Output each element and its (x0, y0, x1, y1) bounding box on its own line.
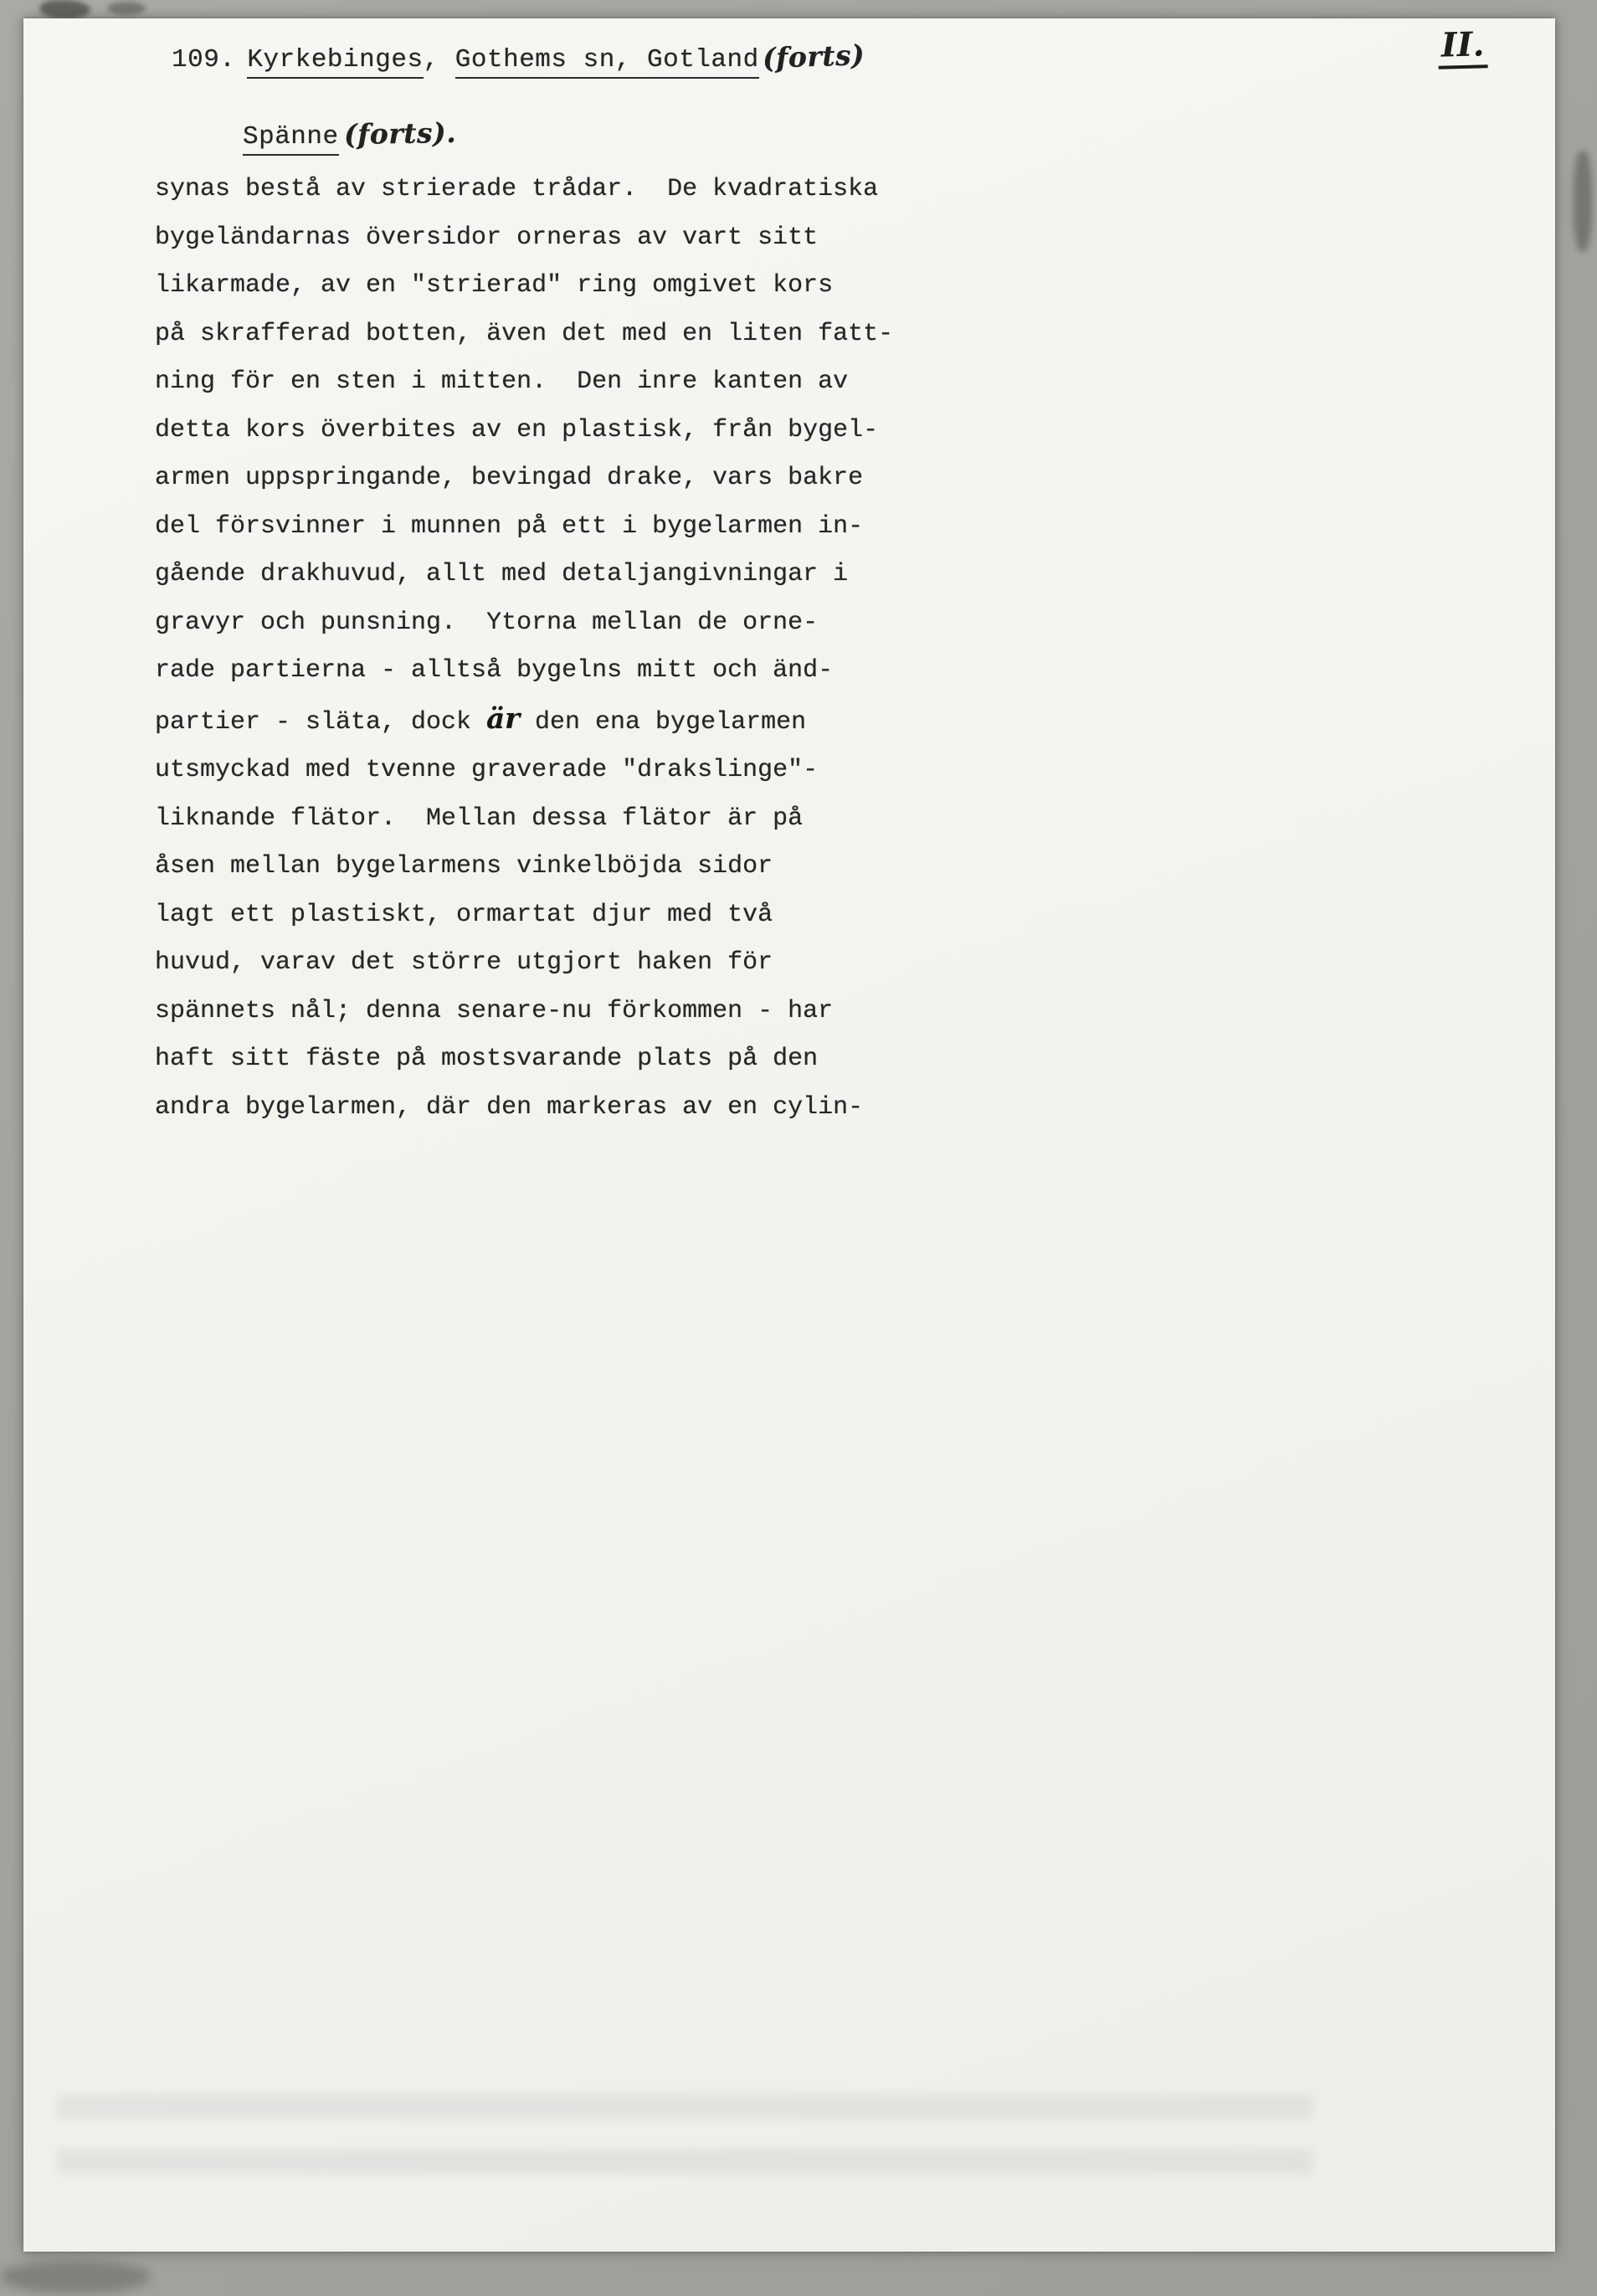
text-line: rade partierna - alltså bygelns mitt och änd- (155, 656, 834, 685)
subheading-forts-note: (forts). (343, 116, 457, 152)
text-line: lagt ett plastiskt, ormartat djur med två (155, 900, 773, 929)
title-separator: , (423, 45, 455, 74)
text-line: spännets nål; denna senare-nu förkommen - har (155, 996, 834, 1025)
section-subheading (243, 117, 456, 152)
entry-number: 109. (172, 45, 236, 74)
scan-artifact (40, 0, 90, 18)
text-line: haft sitt fäste på mostsvarande plats på den (155, 1045, 819, 1073)
document-header (172, 40, 865, 74)
subheading-label: Spänne (243, 122, 339, 156)
handwritten-correction: är (486, 701, 521, 736)
text-line: andra bygelarmen, där den markeras av en cylin- (155, 1092, 864, 1122)
text-line: på skrafferad botten, även det med en liten fatt- (155, 319, 894, 348)
text-segment: den ena bygelarmen (520, 707, 807, 737)
text-line: synas bestå av strierade trådar. De kvadratiska (155, 175, 879, 203)
body-text (155, 166, 1461, 1132)
text-line: huvud, varav det större utgjort haken för (155, 948, 773, 977)
ink-bleed-through (57, 2094, 1312, 2203)
scan-artifact (1574, 151, 1592, 251)
text-line: bygeländarnas översidor orneras av vart sitt (155, 223, 819, 252)
scan-artifact (0, 2260, 151, 2293)
text-line: del försvinner i munnen på ett i bygelarmen in- (155, 511, 864, 541)
text-line: gående drakhuvud, allt med detaljangivningar i (155, 560, 849, 588)
title-parish: Gothems sn, Gotland (455, 45, 759, 79)
title-place: Kyrkebinges (247, 45, 423, 79)
text-line: likarmade, av en "strierad" ring omgivet kors (155, 271, 834, 300)
text-line: liknande flätor. Mellan dessa flätor är på (155, 804, 804, 833)
text-line: gravyr och punsning. Ytorna mellan de orne- (155, 608, 819, 637)
text-line: utsmyckad med tvenne graverade "drakslinge"- (155, 756, 819, 784)
text-line-with-correction (155, 696, 1461, 747)
text-line: detta kors överbites av en plastisk, från bygel- (155, 415, 879, 444)
text-line: ning för en sten i mitten. Den inre kanten av (155, 367, 849, 396)
text-segment: partier - släta, dock (155, 707, 487, 737)
page-corner-mark: II. (1437, 24, 1488, 69)
header-forts-note: (forts) (762, 38, 865, 75)
text-line: åsen mellan bygelarmens vinkelböjda sidor (155, 852, 773, 881)
document-page (23, 18, 1555, 2252)
text-line: armen uppspringande, bevingad drake, vars bakre (155, 464, 864, 492)
scan-artifact (107, 2, 146, 15)
